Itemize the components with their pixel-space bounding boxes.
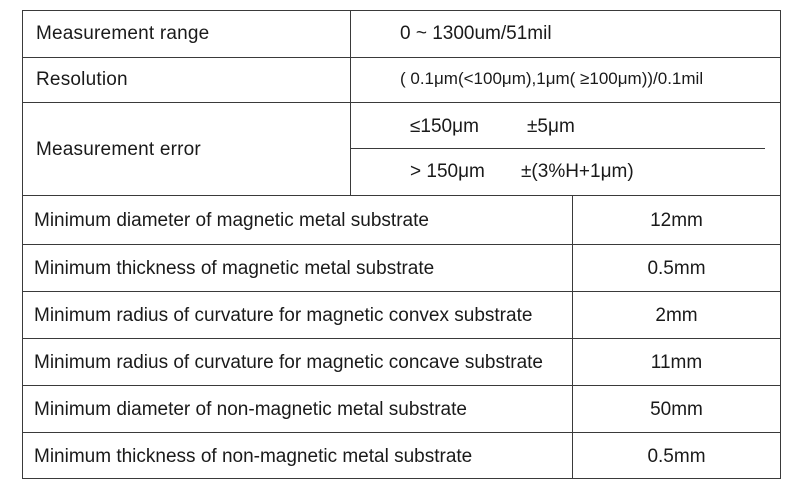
resolution-value: ( 0.1μm(<100μm),1μm( ≥100μm))/0.1mil [400,69,704,88]
row-divider [22,195,781,196]
table-border-left [22,10,23,479]
table-row-value: 2mm [655,305,698,326]
table-row-label: Minimum diameter of magnetic metal substrate [34,210,429,231]
table-row-value: 12mm [650,210,703,231]
error-tolerance-1: ±5μm [527,116,575,137]
error-condition-1: ≤150μm [410,116,479,137]
table-row-value: 50mm [650,399,703,420]
row-divider [22,338,781,339]
row-divider [22,244,781,245]
error-tolerance-2: ±(3%H+1μm) [521,161,634,182]
row-divider [22,102,781,103]
table-row-value: 11mm [650,352,703,373]
measurement-range-label: Measurement range [36,23,210,44]
table-row-label: Minimum radius of curvature for magnetic concave substrate [34,352,543,373]
row-divider [22,432,781,433]
table-row-label: Minimum thickness of non-magnetic metal substrate [34,446,473,467]
row-divider [22,385,781,386]
measurement-range-value: 0 ~ 1300um/51mil [400,23,552,44]
error-inner-divider [350,148,765,149]
row-divider [22,57,781,58]
table-row-value: 0.5mm [647,446,706,467]
bottom-column-divider [572,195,573,479]
top-column-divider [350,10,351,195]
table-border-right [780,10,781,479]
table-row-label: Minimum thickness of magnetic metal substrate [34,258,435,279]
table-border-top [22,10,781,11]
table-row-label: Minimum diameter of non-magnetic metal substrate [34,399,467,420]
resolution-label: Resolution [36,69,128,90]
table-row-value: 0.5mm [647,258,706,279]
measurement-error-label: Measurement error [36,139,201,160]
table-row-label: Minimum radius of curvature for magnetic convex substrate [34,305,533,326]
error-condition-2: > 150μm [410,161,485,182]
row-divider [22,291,781,292]
